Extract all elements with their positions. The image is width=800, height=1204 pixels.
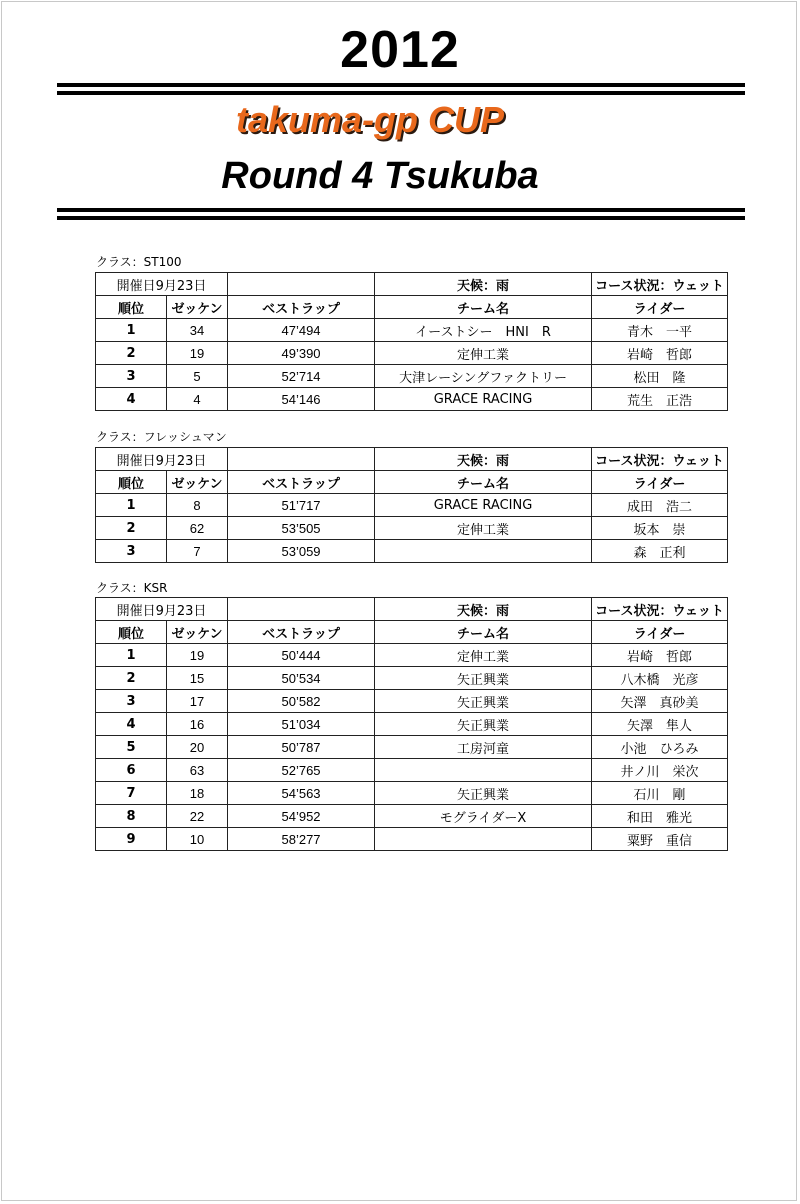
weather: 天候：雨 [375, 448, 592, 471]
result-row [96, 517, 728, 540]
bib-number: 20 [167, 736, 228, 759]
header-rule-bottom-1 [57, 208, 745, 212]
bib-number: 5 [167, 365, 228, 388]
info-row [96, 598, 728, 621]
best-lap: 50’787 [228, 736, 375, 759]
rank-cell: 6 [96, 759, 167, 782]
empty-cell [228, 598, 375, 621]
bib-number: 19 [167, 644, 228, 667]
best-lap: 51’034 [228, 713, 375, 736]
rider-name: 松田 隆 [592, 365, 728, 388]
rider-name: 和田 雅光 [592, 805, 728, 828]
best-lap: 54’952 [228, 805, 375, 828]
best-lap: 49’390 [228, 342, 375, 365]
rank-cell: 7 [96, 782, 167, 805]
rank-cell: 5 [96, 736, 167, 759]
best-lap: 58’277 [228, 828, 375, 851]
team-name: 矢正興業 [375, 782, 592, 805]
weather: 天候：雨 [375, 273, 592, 296]
result-row [96, 342, 728, 365]
header-row [96, 471, 728, 494]
event-date: 開催日9月23日 [96, 598, 228, 621]
best-lap: 52’714 [228, 365, 375, 388]
class-label: クラス：フレッシュマン [96, 430, 227, 444]
col-header-rider: ライダー [592, 296, 728, 319]
col-header-best-lap: ベストラップ [228, 296, 375, 319]
team-name: 大津レーシングファクトリー [375, 365, 592, 388]
rank-cell: 2 [96, 342, 167, 365]
best-lap: 52’765 [228, 759, 375, 782]
rider-name: 小池 ひろみ [592, 736, 728, 759]
round-title: Round 4 Tsukuba [221, 155, 539, 197]
bib-number: 17 [167, 690, 228, 713]
best-lap: 50’534 [228, 667, 375, 690]
team-name [375, 540, 592, 563]
best-lap: 53’059 [228, 540, 375, 563]
rank-cell: 9 [96, 828, 167, 851]
rider-name: 青木 一平 [592, 319, 728, 342]
course-condition: コース状況：ウェット [592, 598, 728, 621]
col-header-team: チーム名 [375, 621, 592, 644]
best-lap: 50’582 [228, 690, 375, 713]
result-row [96, 736, 728, 759]
results-table-1 [95, 447, 728, 563]
team-name: 矢正興業 [375, 690, 592, 713]
bib-number: 16 [167, 713, 228, 736]
bib-number: 34 [167, 319, 228, 342]
rank-cell: 4 [96, 713, 167, 736]
info-row [96, 273, 728, 296]
rider-name: 井ノ川 栄次 [592, 759, 728, 782]
rank-cell: 1 [96, 494, 167, 517]
result-row [96, 690, 728, 713]
result-row [96, 365, 728, 388]
bib-number: 10 [167, 828, 228, 851]
col-header-rider: ライダー [592, 471, 728, 494]
result-row [96, 319, 728, 342]
bib-number: 8 [167, 494, 228, 517]
col-header-rider: ライダー [592, 621, 728, 644]
rank-cell: 1 [96, 644, 167, 667]
best-lap: 51’717 [228, 494, 375, 517]
team-name [375, 828, 592, 851]
col-header-bib: ゼッケン [167, 621, 228, 644]
course-condition: コース状況：ウェット [592, 273, 728, 296]
header-row [96, 621, 728, 644]
team-name: 工房河童 [375, 736, 592, 759]
team-name: 矢正興業 [375, 667, 592, 690]
bib-number: 18 [167, 782, 228, 805]
bib-number: 19 [167, 342, 228, 365]
event-date: 開催日9月23日 [96, 273, 228, 296]
rank-cell: 1 [96, 319, 167, 342]
rider-name: 岩崎 哲郎 [592, 342, 728, 365]
col-header-team: チーム名 [375, 296, 592, 319]
weather: 天候：雨 [375, 598, 592, 621]
team-name: 矢正興業 [375, 713, 592, 736]
result-row [96, 713, 728, 736]
class-label: クラス：KSR [96, 581, 168, 595]
rider-name: 坂本 崇 [592, 517, 728, 540]
best-lap: 53’505 [228, 517, 375, 540]
empty-cell [228, 448, 375, 471]
result-row [96, 540, 728, 563]
rank-cell: 4 [96, 388, 167, 411]
bib-number: 22 [167, 805, 228, 828]
bib-number: 63 [167, 759, 228, 782]
bib-number: 15 [167, 667, 228, 690]
rider-name: 矢澤 真砂美 [592, 690, 728, 713]
result-row [96, 782, 728, 805]
rider-name: 矢澤 隼人 [592, 713, 728, 736]
header-rule-top-1 [57, 83, 745, 87]
team-name: 定伸工業 [375, 517, 592, 540]
rider-name: 森 正利 [592, 540, 728, 563]
best-lap: 50’444 [228, 644, 375, 667]
result-row [96, 494, 728, 517]
team-name: モグライダーX [375, 805, 592, 828]
team-name: GRACE RACING [375, 494, 592, 517]
rank-cell: 2 [96, 517, 167, 540]
results-table-2 [95, 597, 728, 851]
rider-name: 八木橋 光彦 [592, 667, 728, 690]
result-row [96, 759, 728, 782]
col-header-bib: ゼッケン [167, 471, 228, 494]
course-condition: コース状況：ウェット [592, 448, 728, 471]
result-row [96, 388, 728, 411]
cup-title: takuma-gp CUP [235, 99, 505, 140]
rank-cell: 2 [96, 667, 167, 690]
event-date: 開催日9月23日 [96, 448, 228, 471]
col-header-best-lap: ベストラップ [228, 621, 375, 644]
rank-cell: 3 [96, 690, 167, 713]
result-row [96, 828, 728, 851]
header-rule-top-2 [57, 91, 745, 95]
col-header-bib: ゼッケン [167, 296, 228, 319]
bib-number: 4 [167, 388, 228, 411]
col-header-rank: 順位 [96, 296, 167, 319]
info-row [96, 448, 728, 471]
team-name: GRACE RACING [375, 388, 592, 411]
best-lap: 54’563 [228, 782, 375, 805]
team-name [375, 759, 592, 782]
result-row [96, 805, 728, 828]
team-name: イーストシー HNI R [375, 319, 592, 342]
rider-name: 石川 剛 [592, 782, 728, 805]
year-title: 2012 [340, 21, 460, 79]
result-row [96, 644, 728, 667]
bib-number: 7 [167, 540, 228, 563]
rider-name: 岩崎 哲郎 [592, 644, 728, 667]
col-header-team: チーム名 [375, 471, 592, 494]
best-lap: 47’494 [228, 319, 375, 342]
result-row [96, 667, 728, 690]
rank-cell: 8 [96, 805, 167, 828]
header-rule-bottom-2 [57, 216, 745, 220]
class-label: クラス：ST100 [96, 255, 182, 269]
col-header-rank: 順位 [96, 621, 167, 644]
col-header-best-lap: ベストラップ [228, 471, 375, 494]
rank-cell: 3 [96, 540, 167, 563]
empty-cell [228, 273, 375, 296]
bib-number: 62 [167, 517, 228, 540]
rider-name: 荒生 正浩 [592, 388, 728, 411]
rider-name: 粟野 重信 [592, 828, 728, 851]
header-row [96, 296, 728, 319]
rank-cell: 3 [96, 365, 167, 388]
rider-name: 成田 浩二 [592, 494, 728, 517]
team-name: 定伸工業 [375, 342, 592, 365]
best-lap: 54’146 [228, 388, 375, 411]
results-table-0 [95, 272, 728, 411]
col-header-rank: 順位 [96, 471, 167, 494]
team-name: 定伸工業 [375, 644, 592, 667]
